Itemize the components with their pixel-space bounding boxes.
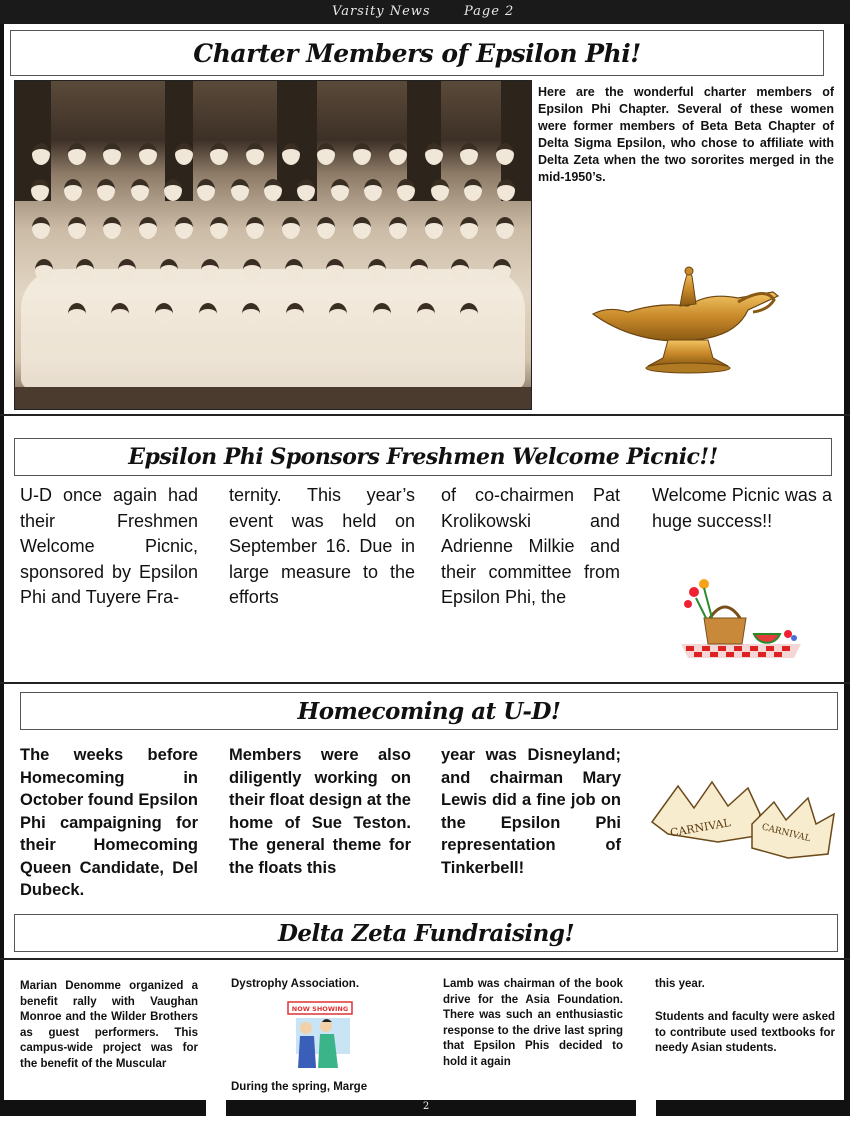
section-heading-picnic xyxy=(14,438,832,476)
picnic-column-2: ternity. This year’s event was held on September 16. Due in large measure to the efforts xyxy=(229,485,415,607)
now-showing-sign-text: NOW SHOWING xyxy=(291,1005,349,1013)
section-heading-fundraising xyxy=(14,914,838,952)
fundraising-column-3: Lamb was chairman of the book drive for the Asia Foundation. There was such an enthusiastic response to the drive last spring that Epsilon Phis decided to hold it again xyxy=(443,978,623,1068)
section-title: Homecoming at U-D! xyxy=(297,697,561,725)
section-heading-charter xyxy=(10,30,824,76)
section-title: Charter Members of Epsilon Phi! xyxy=(193,38,641,68)
section-title: Delta Zeta Fundraising! xyxy=(277,919,575,947)
charter-members-photo xyxy=(14,80,532,410)
carnival-word-1: CARNIVAL xyxy=(669,816,732,840)
carnival-crown-illustration xyxy=(648,778,838,868)
picnic-column-3: of co-chairmen Pat Krolikowski and Adrienne Milkie and their committee from Epsilon Phi, the xyxy=(441,485,620,607)
page-header-bar xyxy=(0,0,850,24)
fundraising-column-2-bottom: During the spring, Marge xyxy=(231,1081,368,1093)
homecoming-column-2: Members were also diligently working on their float design at the home of Sue Teston. The general theme for the floats this xyxy=(229,746,411,877)
page-label: Page 2 xyxy=(464,4,515,19)
section-title: Epsilon Phi Sponsors Freshmen Welcome Picnic!! xyxy=(128,444,718,470)
homecoming-column-3: year was Disneyland; and chairman Mary Lewis did a fine job on the Epsilon Phi representation of Tinkerbell! xyxy=(441,746,621,877)
carnival-word-2: CARNIVAL xyxy=(760,822,812,845)
fundraising-column-2-top: Dystrophy Association. xyxy=(231,978,360,990)
charter-intro-text: Here are the wonderful charter members of Epsilon Phi Chapter. Several of these women were former members of Beta Beta Chapter of Delta Sigma Epsilon, who chose to affiliate with Delta Zeta when the two sororites merged in the mid-1950’s. xyxy=(538,85,834,184)
section-divider xyxy=(0,682,850,684)
picnic-column-1: U-D once again had their Freshmen Welcome Picnic, sponsored by Epsilon Phi and Tuyere Fra- xyxy=(20,485,198,607)
picnic-basket-illustration xyxy=(676,574,806,658)
fundraising-column-4-top: this year. xyxy=(655,978,705,990)
page-footer-bar xyxy=(0,1100,850,1131)
section-divider xyxy=(0,958,850,960)
oil-lamp-illustration xyxy=(588,262,788,382)
section-divider xyxy=(0,414,850,416)
page-number: 2 xyxy=(422,1101,430,1112)
picnic-column-4: Welcome Picnic was a huge success!! xyxy=(652,485,832,531)
homecoming-column-1: The weeks before Homecoming in October found Epsilon Phi campaigning for their Homecoming Queen Candidate, Del Dubeck. xyxy=(20,746,198,899)
fundraising-column-4-bottom: Students and faculty were asked to contribute used textbooks for needy Asian students. xyxy=(655,1011,835,1054)
left-border xyxy=(0,24,4,1114)
section-heading-homecoming xyxy=(20,692,838,730)
publication-name: Varsity News xyxy=(332,4,431,19)
now-showing-illustration xyxy=(282,998,358,1072)
right-border xyxy=(844,24,850,1114)
fundraising-column-1: Marian Denomme organized a benefit rally with Vaughan Monroe and the Wilder Brothers as guest performers. This campus-wide project was for the benefit of the Muscular xyxy=(20,980,198,1070)
